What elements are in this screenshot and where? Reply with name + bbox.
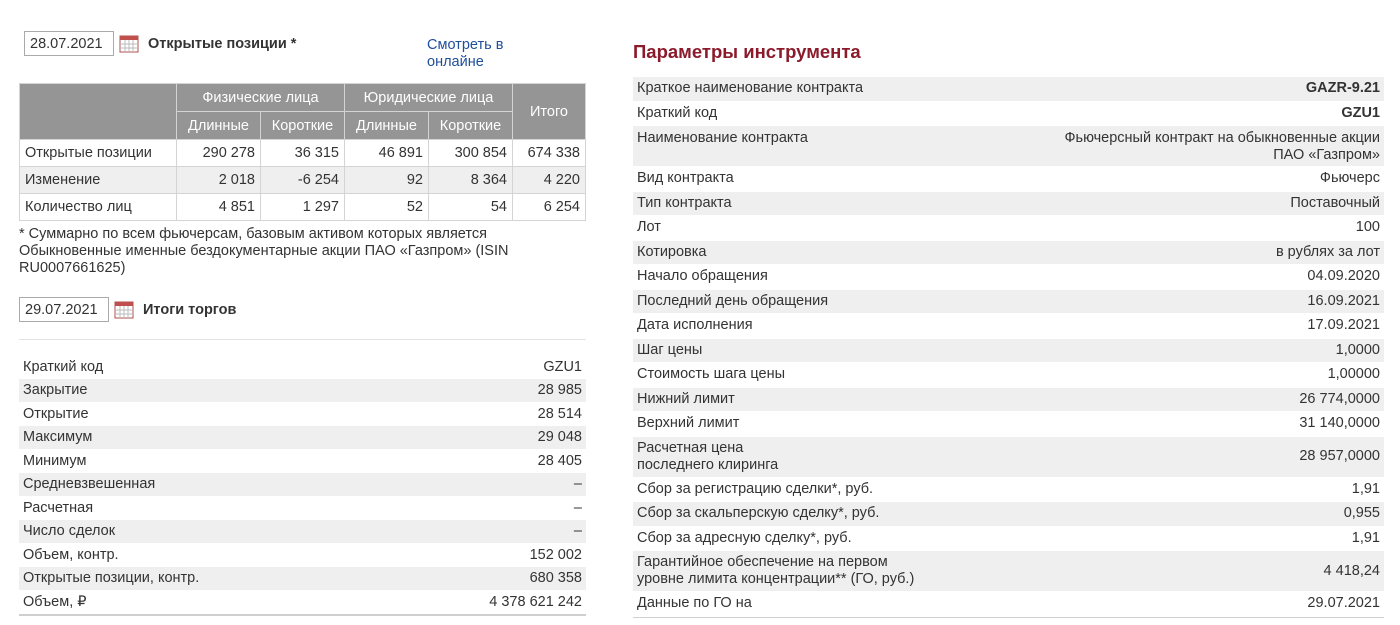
cell-value: 52 (345, 194, 429, 221)
item-value: 29 048 (537, 429, 582, 446)
list-item (19, 543, 586, 567)
list-item (19, 567, 586, 591)
trading-results-header (19, 297, 236, 322)
param-value: 26 774,0000 (1299, 390, 1380, 407)
row-label: Открытые позиции (20, 140, 177, 167)
table-row (20, 194, 586, 221)
param-label: Сбор за регистрацию сделки*, руб. (637, 480, 874, 497)
row-label: Количество лиц (20, 194, 177, 221)
list-item (633, 592, 1384, 617)
list-item (19, 590, 586, 614)
cell-value: 300 854 (429, 140, 513, 167)
list-item (633, 363, 1384, 388)
open-positions-header (24, 31, 296, 56)
instrument-params-title: Параметры инструмента (633, 41, 861, 62)
param-value: 28 957,0000 (1299, 448, 1380, 464)
item-label: Открытие (23, 405, 89, 422)
param-value: 1,91 (1351, 480, 1380, 497)
list-item (19, 379, 586, 403)
list-item (19, 473, 586, 497)
calendar-icon[interactable] (119, 34, 139, 53)
cell-value: 92 (345, 167, 429, 194)
param-label: Верхний лимит (637, 415, 740, 432)
list-item (19, 520, 586, 544)
open-positions-footnote: * Суммарно по всем фьючерсам, базовым активом которых является Обыкновенные именные бездокументарные акции ПАО «Газпром» (ISIN RU0007661625) (19, 226, 509, 276)
param-value: GAZR-9.21 (1305, 80, 1380, 97)
item-value: – (573, 523, 582, 540)
list-item (633, 290, 1384, 315)
param-label: Наименование контракта (637, 130, 808, 146)
list-item (19, 449, 586, 473)
list-item (633, 241, 1384, 266)
param-value: 0,955 (1343, 505, 1380, 522)
trading-results-date-input[interactable] (19, 297, 109, 322)
item-value: 28 514 (537, 405, 582, 422)
item-label: Минимум (23, 452, 87, 469)
cell-value: -6 254 (261, 167, 345, 194)
param-value: 31 140,0000 (1299, 415, 1380, 432)
list-item (633, 314, 1384, 339)
list-item (633, 102, 1384, 127)
calendar-icon[interactable] (114, 300, 134, 319)
table-row (20, 140, 586, 167)
list-item (19, 402, 586, 426)
cell-value: 8 364 (429, 167, 513, 194)
param-value: 100 (1355, 219, 1380, 236)
table-row (20, 167, 586, 194)
list-item (19, 496, 586, 520)
cell-value: 4 851 (177, 194, 261, 221)
header-individuals: Физические лица (177, 84, 345, 112)
item-label: Объем, ₽ (23, 593, 87, 610)
item-value: 28 405 (537, 452, 582, 469)
item-label: Средневзвешенная (23, 476, 156, 493)
item-label: Расчетная (23, 499, 94, 516)
cell-value: 6 254 (513, 194, 586, 221)
cell-value: 46 891 (345, 140, 429, 167)
list-item (633, 478, 1384, 503)
list-item (633, 527, 1384, 552)
item-value: 4 378 621 242 (489, 593, 582, 610)
param-label: Лот (637, 219, 661, 236)
list-item (633, 437, 1384, 478)
param-value: 29.07.2021 (1307, 595, 1380, 612)
instrument-params-list (633, 77, 1384, 618)
list-item (633, 126, 1384, 167)
item-label: Закрытие (23, 382, 88, 399)
item-label: Максимум (23, 429, 93, 446)
watch-online-link[interactable]: Смотреть в онлайне (427, 37, 504, 70)
item-value: 28 985 (537, 382, 582, 399)
list-item (633, 502, 1384, 527)
list-item (19, 426, 586, 450)
param-label: Сбор за скальперскую сделку*, руб. (637, 505, 880, 522)
cell-value: 1 297 (261, 194, 345, 221)
param-value: 1,0000 (1335, 341, 1380, 358)
param-label: Дата исполнения (637, 317, 753, 334)
param-label: Сбор за адресную сделку*, руб. (637, 529, 852, 546)
table-header-row (20, 84, 586, 112)
open-positions-date-input[interactable] (24, 31, 114, 56)
param-value: Фьючерс (1319, 170, 1380, 187)
list-item (633, 412, 1384, 437)
open-positions-table (19, 83, 586, 221)
param-label: Котировка (637, 243, 707, 260)
divider (19, 339, 586, 340)
item-label: Объем, контр. (23, 546, 119, 563)
header-legal-entities: Юридические лица (345, 84, 513, 112)
param-value: в рублях за лот (1275, 243, 1380, 260)
param-value: 16.09.2021 (1307, 292, 1380, 309)
param-label: Шаг цены (637, 341, 703, 358)
param-value: 17.09.2021 (1307, 317, 1380, 334)
cell-value: 36 315 (261, 140, 345, 167)
list-item (633, 192, 1384, 217)
item-value: – (573, 476, 582, 493)
item-label: Краткий код (23, 358, 104, 375)
param-label: Краткое наименование контракта (637, 80, 864, 97)
item-value: GZU1 (543, 358, 582, 375)
param-label: Краткий код (637, 104, 718, 121)
param-label: Начало обращения (637, 268, 768, 285)
trading-results-title: Итоги торгов (143, 301, 237, 318)
list-item (633, 216, 1384, 241)
header-individuals-short: Короткие (261, 112, 345, 140)
cell-value: 290 278 (177, 140, 261, 167)
list-item (633, 388, 1384, 413)
list-item (633, 167, 1384, 192)
param-value: GZU1 (1341, 104, 1380, 121)
param-value: Фьючерсный контракт на обыкновенные акции ПАО «Газпром» (1064, 130, 1380, 163)
item-value: – (573, 499, 582, 516)
item-value: 152 002 (529, 546, 582, 563)
trading-results-list (19, 355, 586, 616)
list-item (633, 77, 1384, 102)
param-label: Данные по ГО на (637, 595, 752, 612)
row-label: Изменение (20, 167, 177, 194)
param-value: 1,00000 (1327, 366, 1380, 383)
param-value: 4 418,24 (1323, 562, 1380, 579)
param-label: Нижний лимит (637, 390, 735, 407)
item-label: Открытые позиции, контр. (23, 570, 200, 587)
item-value: 680 358 (529, 570, 582, 587)
list-item (633, 551, 1384, 592)
param-label: Стоимость шага цены (637, 366, 786, 383)
cell-value: 674 338 (513, 140, 586, 167)
param-label: Расчетная цена последнего клиринга (637, 439, 779, 473)
param-label: Вид контракта (637, 170, 734, 187)
header-total: Итого (513, 84, 586, 140)
list-item (633, 339, 1384, 364)
cell-value: 54 (429, 194, 513, 221)
list-item (633, 265, 1384, 290)
cell-value: 2 018 (177, 167, 261, 194)
param-label: Тип контракта (637, 194, 732, 211)
list-item (19, 355, 586, 379)
param-label: Гарантийное обеспечение на первом уровне лимита концентрации** (ГО, руб.) (637, 554, 915, 587)
open-positions-title: Открытые позиции * (148, 35, 297, 52)
param-value: 1,91 (1351, 529, 1380, 546)
header-individuals-long: Длинные (177, 112, 261, 140)
header-blank-cell (20, 84, 177, 140)
param-label: Последний день обращения (637, 292, 829, 309)
param-value: 04.09.2020 (1307, 268, 1380, 285)
header-legal-long: Длинные (345, 112, 429, 140)
param-value: Поставочный (1290, 194, 1380, 211)
item-label: Число сделок (23, 523, 116, 540)
header-legal-short: Короткие (429, 112, 513, 140)
cell-value: 4 220 (513, 167, 586, 194)
